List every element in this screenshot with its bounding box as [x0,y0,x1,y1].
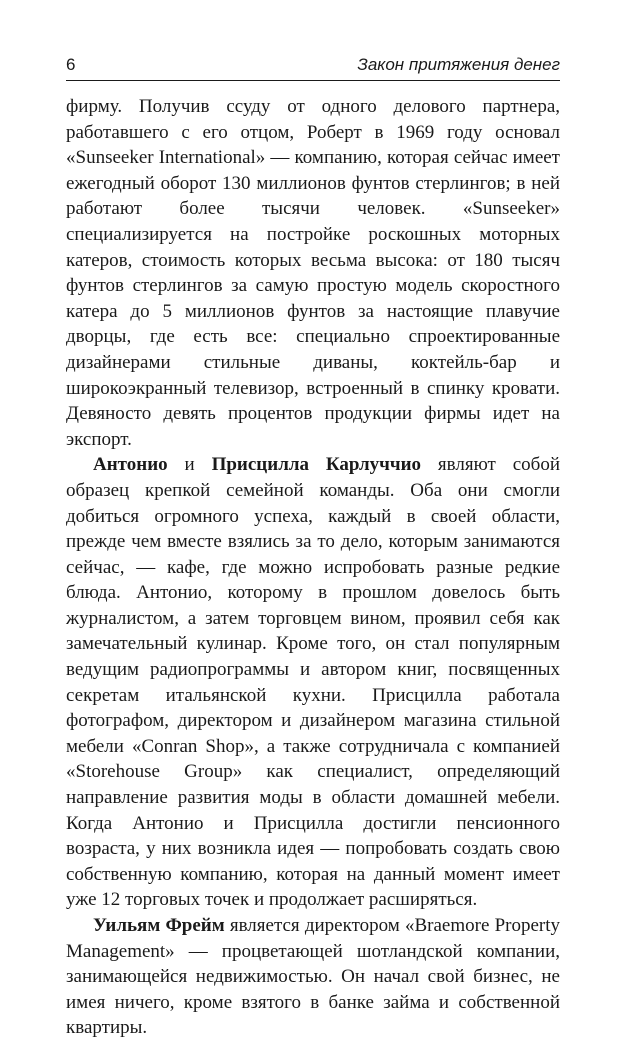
paragraph-text: являют собой образец крепкой семейной команды. Оба они смогли добиться огромного успеха, каждый в своей области, прежде чем вместе взялись за то дело, которым занимаются сейчас, — кафе, где можно испробовать разные редкие блюда. Антонио, которому в прошлом довелось быть журналистом, а затем торговцем вином, проявил себя как замечательный кулинар. Кроме того, он стал популярным ведущим радиопрограммы и автором книг, посвященных секретам итальянской кухни. Присцилла работала фотографом, директором и дизайнером магазина стильной мебели «Conran Shop», а также сотрудничала с компанией «Storehouse Group» как специалист, определяющий направление развития моды в области домашней мебели. Когда Антонио и Присцилла достигли пенсионного возраста, у них возникла идея — попробовать создать свою собственную компанию, которая на данный момент имеет уже 12 торговых точек и продолжает расширяться. [66,454,561,911]
paragraph-text: является директором «Braemore Property Management» — процветающей шотландской компании, занимающейся недвижимостью. Он начал свой бизнес, не имея ничего, кроме взятого в банке займа и собственной квартиры. [66,915,561,1039]
paragraph-sunseeker [66,94,560,452]
header-divider [66,80,560,81]
person-name-priscilla: Присцилла Карлуччио [211,454,422,476]
body-text [66,94,560,1041]
page-number: 6 [66,55,76,74]
paragraph-carluccio [66,452,560,913]
running-title: Закон притяжения денег [357,55,560,74]
name-connector: и [167,454,212,476]
paragraph-frame [66,913,560,1041]
person-name-william-frame: Уильям Фрейм [93,915,225,936]
page-header [66,52,560,78]
paragraph-text: фирму. Получив ссуду от одного делового партнера, работавшего с его отцом, Роберт в 1969 году основал «Sunseeker International» — компанию, которая сейчас имеет ежегодный оборот 130 миллионов фунтов стерлингов; в ней работают более тысячи человек. «Sunseeker» специализируется на постройке роскошных моторных катеров, стоимость которых весьма высока: от 180 тысяч фунтов стерлингов за самую простую модель скоростного катера до 5 миллионов фунтов за настоящие плавучие дворцы, где есть все: специально спроектированные дизайнерами стильные диваны, коктейль-бар и широкоэкранный телевизор, встроенный в спинку кровати. Девяносто девять процентов продукции фирмы идет на экспорт. [66,96,560,450]
person-name-antonio: Антонио [93,454,168,476]
